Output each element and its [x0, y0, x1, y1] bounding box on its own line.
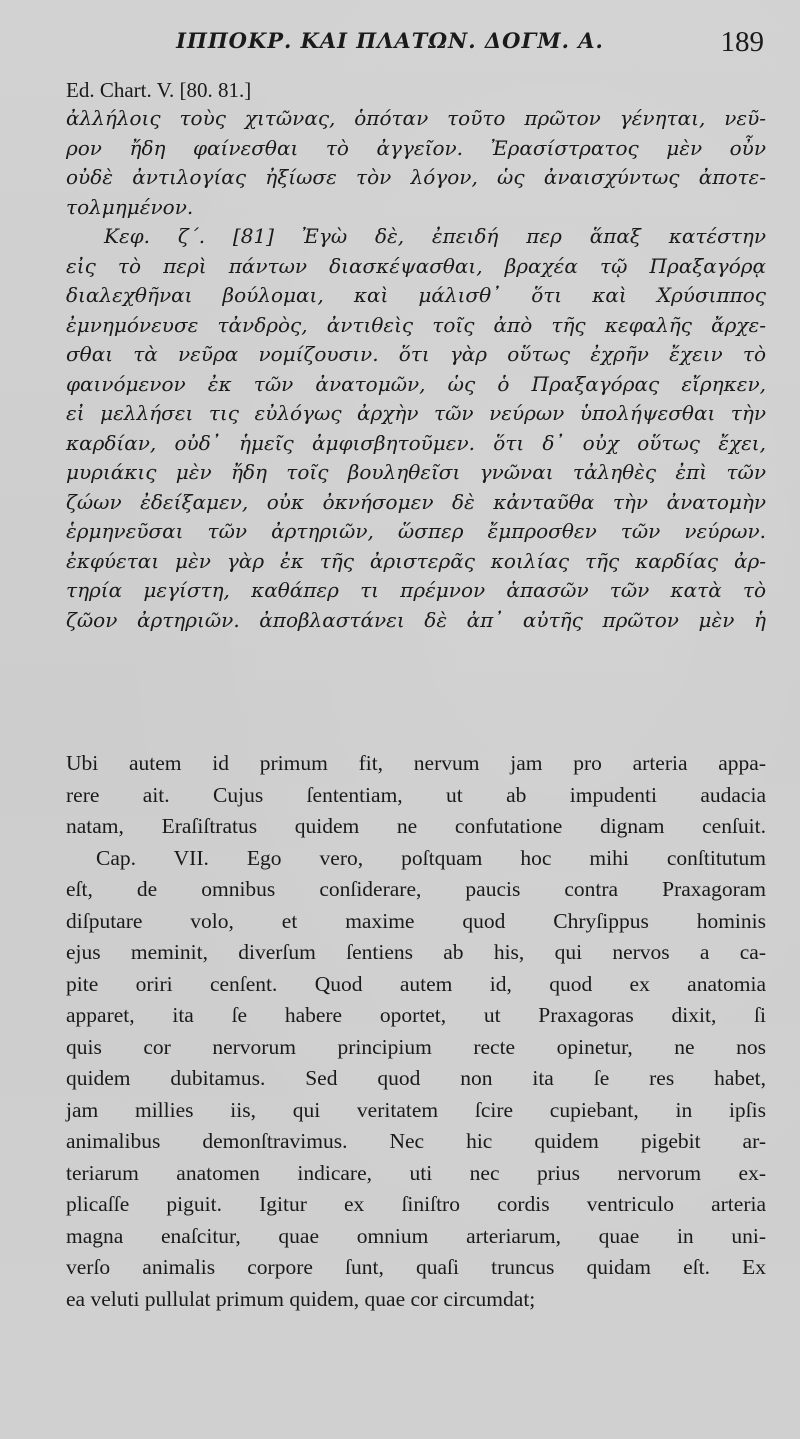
latin-text-block [66, 748, 766, 1315]
latin-line: quidem dubitamus. Sed quod non ita ſe res habet, [66, 1066, 766, 1090]
running-head: ΙΠΠΟΚΡ. ΚΑΙ ΠΛΑΤΩΝ. ΔΟΓΜ. Α. [176, 28, 604, 53]
greek-line: ἐμνημόνευσε τἀνδρὸς, ἀντιθεὶς τοῖς ἀπὸ τῆς κεφαλῆς ἄρχε- [66, 312, 766, 337]
latin-line: jam millies iis, qui veritatem ſcire cupiebant, in ipſis [66, 1097, 766, 1122]
greek-line: τηρία μεγίστη, καθάπερ τι πρέμνον ἁπασῶν τῶν κατὰ τὸ [66, 578, 766, 602]
greek-line: τολμημένον. [66, 194, 194, 219]
latin-line: natam, Eraſiſtratus quidem ne confutatione dignam cenſuit. [66, 814, 766, 838]
latin-line: teriarum anatomen indicare, uti nec prius nervorum ex- [66, 1160, 766, 1185]
greek-line: ἑρμηνεῦσαι τῶν ἀρτηριῶν, ὥσπερ ἔμπροσθεν τῶν νεύρων. [66, 519, 766, 543]
greek-line: φαινόμενον ἐκ τῶν ἀνατομῶν, ὡς ὁ Πραξαγόρας εἴρηκεν, [66, 371, 766, 396]
latin-line: eſt, de omnibus conſiderare, paucis contra Praxagoram [66, 877, 766, 901]
greek-line: σθαι τὰ νεῦρα νομίζουσιν. ὅτι γὰρ οὕτως ἐχρῆν ἔχειν τὸ [66, 342, 766, 366]
latin-line: verſo animalis corpore ſunt, quaſi truncus quidam eſt. Ex [66, 1255, 766, 1279]
greek-text-block [66, 104, 766, 635]
latin-line: ejus meminit, diverſum ſentiens ab his, qui nervos a ca- [66, 940, 766, 964]
latin-line: quis cor nervorum principium recte opinetur, ne nos [66, 1034, 766, 1059]
latin-line: magna enaſcitur, quae omnium arteriarum, quae in uni- [66, 1223, 766, 1248]
greek-line: ζῶον ἀρτηριῶν. ἀποβλαστάνει δὲ ἀπ᾽ αὐτῆς πρῶτον μὲν ἡ [66, 607, 766, 632]
latin-line: animalibus demonſtravimus. Nec hic quidem pigebit ar- [66, 1129, 766, 1153]
page-number: 189 [720, 26, 764, 58]
greek-line: ρον ἤδη φαίνεσθαι τὸ ἀγγεῖον. Ἐρασίστρατος μὲν οὖν [66, 135, 766, 160]
greek-line: μυριάκις μὲν ἤδη τοῖς βουληθεῖσι γνῶναι τἀληθὲς ἐπὶ τῶν [66, 460, 766, 484]
greek-line: εἰς τὸ περὶ πάντων διασκέψασθαι, βραχέα τῷ Πραξαγόρᾳ [66, 253, 766, 278]
greek-line: ζώων ἐδείξαμεν, οὐκ ὀκνήσομεν δὲ κἀνταῦθα τὴν ἀνατομὴν [66, 489, 766, 514]
greek-line: οὐδὲ ἀντιλογίας ἠξίωσε τὸν λόγον, ὡς ἀναισχύντως ἀποτε- [66, 165, 766, 189]
latin-line: plicaſſe piguit. Igitur ex ſiniſtro cordis ventriculo arteria [66, 1192, 766, 1216]
latin-line: rere ait. Cujus ſententiam, ut ab impudenti audacia [66, 782, 766, 807]
latin-line: apparet, ita ſe habere oportet, ut Praxagoras dixit, ſi [66, 1003, 766, 1027]
greek-line: καρδίαν, οὐδ᾽ ἡμεῖς ἀμφισβητοῦμεν. ὅτι δ᾽ οὐχ οὕτως ἔχει, [66, 430, 766, 455]
greek-line: ἀλλήλοις τοὺς χιτῶνας, ὁπόταν τοῦτο πρῶτον γένηται, νεῦ- [66, 106, 766, 130]
greek-line: διαλεχθῆναι βούλομαι, καὶ μάλισθ᾽ ὅτι καὶ Χρύσιππος [66, 283, 766, 307]
greek-line: ἐκφύεται μὲν γὰρ ἐκ τῆς ἀριστερᾶς κοιλίας τῆς καρδίας ἀρ- [66, 548, 766, 573]
latin-line: Ubi autem id primum fit, nervum jam pro arteria appa- [66, 751, 766, 775]
greek-chapter-heading-line: Κεφ. ζ΄. [81] Ἐγὼ δὲ, ἐπειδή περ ἅπαξ κατέστην [104, 224, 766, 248]
greek-line: εἰ μελλήσει τις εὐλόγως ἀρχὴν τῶν νεύρων ὑπολήψεσθαι τὴν [66, 401, 766, 425]
edition-note: Ed. Chart. V. [80. 81.] [66, 78, 252, 102]
latin-line: diſputare volo, et maxime quod Chryſippus hominis [66, 908, 766, 933]
latin-line: ea veluti pullulat primum quidem, quae cor circumdat; [66, 1286, 536, 1311]
latin-line: pite oriri cenſent. Quod autem id, quod ex anatomia [66, 971, 766, 996]
latin-chapter-heading-line: Cap. VII. Ego vero, poſtquam hoc mihi conſtitutum [96, 845, 766, 870]
